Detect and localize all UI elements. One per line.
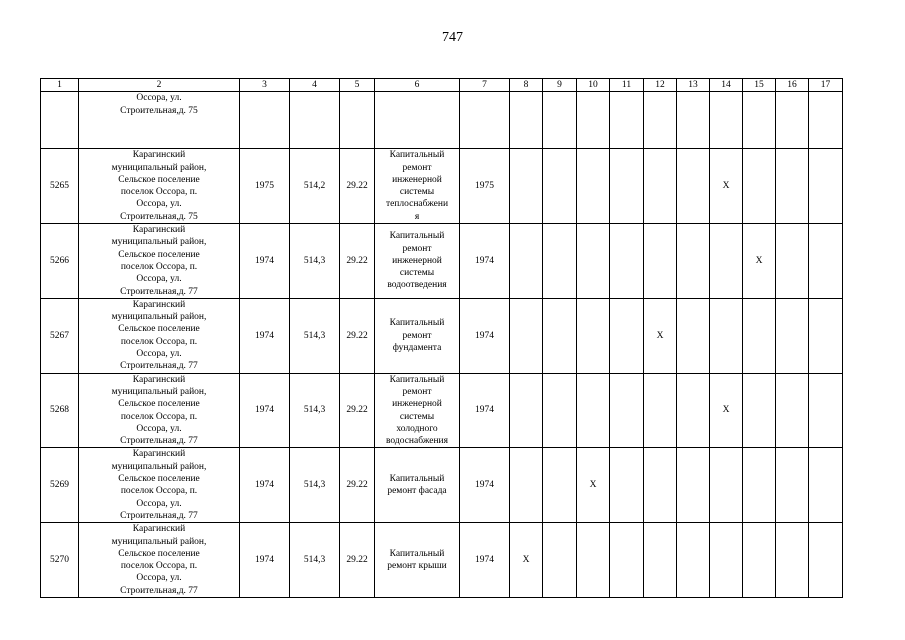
empty-cell — [543, 523, 577, 598]
empty-cell — [510, 298, 543, 373]
carry-cell — [41, 92, 79, 149]
work-line: ремонт — [402, 243, 432, 254]
empty-cell — [510, 373, 543, 448]
empty-cell — [644, 523, 677, 598]
empty-cell — [809, 224, 843, 299]
address-line: Оссора, ул. — [136, 573, 182, 584]
address-cell — [79, 298, 240, 373]
empty-cell — [710, 224, 743, 299]
column-header-10: 10 — [577, 79, 610, 92]
address-line: муниципальный район, — [111, 386, 207, 397]
empty-cell — [809, 298, 843, 373]
address-line: Оссора, ул. — [136, 349, 182, 360]
year-cell: 1974 — [240, 523, 290, 598]
empty-cell — [543, 149, 577, 224]
table-row — [41, 448, 843, 523]
work-cell — [375, 448, 460, 523]
address-cell — [79, 224, 240, 299]
empty-cell — [776, 448, 809, 523]
address-line: Карагинский — [132, 225, 186, 236]
carry-cell — [644, 92, 677, 149]
address-line: Строительная,д. 77 — [120, 361, 198, 372]
work-line: Капитальный — [389, 231, 445, 242]
empty-cell — [743, 149, 776, 224]
carry-cell — [460, 92, 510, 149]
address-line: поселок Оссора, п. — [120, 336, 198, 347]
empty-cell — [809, 149, 843, 224]
mark-cell: X — [577, 448, 610, 523]
empty-cell — [776, 149, 809, 224]
empty-cell — [610, 298, 644, 373]
address-cell — [79, 149, 240, 224]
address-line: Оссора, ул. — [136, 93, 182, 104]
column-header-7: 7 — [460, 79, 510, 92]
address-line: поселок Оссора, п. — [120, 561, 198, 572]
year-cell: 1975 — [240, 149, 290, 224]
column-header-3: 3 — [240, 79, 290, 92]
empty-cell — [577, 224, 610, 299]
address-line: поселок Оссора, п. — [120, 187, 198, 198]
address-line: Строительная,д. 77 — [120, 585, 198, 596]
work-line: водоснабжения — [385, 436, 449, 447]
plan-year-cell: 1974 — [460, 448, 510, 523]
column-header-2: 2 — [79, 79, 240, 92]
mark-cell: X — [510, 523, 543, 598]
column-header-13: 13 — [677, 79, 710, 92]
code-cell: 29.22 — [340, 373, 375, 448]
empty-cell — [610, 523, 644, 598]
carry-cell — [776, 92, 809, 149]
code-cell: 29.22 — [340, 523, 375, 598]
row-id-cell: 5265 — [41, 149, 79, 224]
carry-cell — [543, 92, 577, 149]
empty-cell — [677, 373, 710, 448]
column-header-1: 1 — [41, 79, 79, 92]
column-header-14: 14 — [710, 79, 743, 92]
carry-cell — [290, 92, 340, 149]
work-line: ремонт — [402, 386, 432, 397]
address-line: Сельское поселение — [118, 249, 200, 260]
code-cell: 29.22 — [340, 448, 375, 523]
carry-cell — [577, 92, 610, 149]
table-row — [41, 523, 843, 598]
address-line: муниципальный район, — [111, 461, 207, 472]
address-line: Карагинский — [132, 449, 186, 460]
work-cell — [375, 373, 460, 448]
work-line: системы — [399, 411, 435, 422]
work-line: водоотведения — [387, 280, 447, 291]
column-header-15: 15 — [743, 79, 776, 92]
mark-cell: X — [644, 298, 677, 373]
address-line: муниципальный район, — [111, 237, 207, 248]
mark-cell: X — [710, 149, 743, 224]
area-cell: 514,3 — [290, 373, 340, 448]
column-header-8: 8 — [510, 79, 543, 92]
empty-cell — [743, 298, 776, 373]
empty-cell — [577, 298, 610, 373]
empty-cell — [809, 373, 843, 448]
empty-cell — [677, 523, 710, 598]
address-line: поселок Оссора, п. — [120, 411, 198, 422]
work-line: Капитальный — [389, 374, 445, 385]
work-line: Капитальный — [389, 474, 445, 485]
empty-cell — [510, 149, 543, 224]
address-line: Строительная,д. 75 — [120, 105, 198, 116]
work-line: системы — [399, 268, 435, 279]
work-line: инженерной — [392, 255, 442, 266]
column-header-12: 12 — [644, 79, 677, 92]
empty-cell — [610, 448, 644, 523]
empty-cell — [809, 523, 843, 598]
address-cell — [79, 523, 240, 598]
year-cell: 1974 — [240, 448, 290, 523]
empty-cell — [710, 298, 743, 373]
address-line: поселок Оссора, п. — [120, 261, 198, 272]
work-line: системы — [399, 187, 435, 198]
year-cell: 1974 — [240, 224, 290, 299]
carry-cell — [510, 92, 543, 149]
empty-cell — [577, 523, 610, 598]
work-line: ремонт — [402, 162, 432, 173]
empty-cell — [543, 224, 577, 299]
work-line: Капитальный — [389, 548, 445, 559]
empty-cell — [809, 448, 843, 523]
empty-cell — [677, 224, 710, 299]
empty-cell — [710, 523, 743, 598]
empty-cell — [644, 373, 677, 448]
empty-cell — [577, 149, 610, 224]
address-line: Оссора, ул. — [136, 199, 182, 210]
empty-cell — [776, 373, 809, 448]
address-line: Сельское поселение — [118, 474, 200, 485]
carry-cell — [610, 92, 644, 149]
address-line: муниципальный район, — [111, 536, 207, 547]
table-row — [41, 298, 843, 373]
work-line: ремонт крыши — [387, 561, 447, 572]
empty-cell — [644, 224, 677, 299]
empty-cell — [710, 448, 743, 523]
row-id-cell: 5269 — [41, 448, 79, 523]
column-header-5: 5 — [340, 79, 375, 92]
carry-cell — [710, 92, 743, 149]
work-cell — [375, 224, 460, 299]
carry-address-cell — [79, 92, 240, 149]
empty-cell — [644, 448, 677, 523]
empty-cell — [743, 373, 776, 448]
address-line: поселок Оссора, п. — [120, 486, 198, 497]
address-line: Карагинский — [132, 299, 186, 310]
empty-cell — [743, 523, 776, 598]
address-line: Строительная,д. 77 — [120, 286, 198, 297]
column-header-6: 6 — [375, 79, 460, 92]
address-line: Сельское поселение — [118, 324, 200, 335]
year-cell: 1974 — [240, 298, 290, 373]
column-header-17: 17 — [809, 79, 843, 92]
address-line: Строительная,д. 75 — [120, 211, 198, 222]
column-header-9: 9 — [543, 79, 577, 92]
work-line: инженерной — [392, 174, 442, 185]
carry-cell — [743, 92, 776, 149]
row-id-cell: 5267 — [41, 298, 79, 373]
empty-cell — [776, 224, 809, 299]
mark-cell: X — [710, 373, 743, 448]
plan-year-cell: 1975 — [460, 149, 510, 224]
work-line: холодного — [396, 423, 438, 434]
work-cell — [375, 298, 460, 373]
empty-cell — [610, 373, 644, 448]
work-cell — [375, 523, 460, 598]
address-line: Сельское поселение — [118, 548, 200, 559]
address-line: муниципальный район, — [111, 162, 207, 173]
work-line: фундамента — [392, 342, 442, 353]
work-line: Капитальный — [389, 150, 445, 161]
empty-cell — [776, 298, 809, 373]
row-id-cell: 5266 — [41, 224, 79, 299]
column-header-4: 4 — [290, 79, 340, 92]
column-header-16: 16 — [776, 79, 809, 92]
empty-cell — [543, 298, 577, 373]
address-cell — [79, 448, 240, 523]
empty-cell — [776, 523, 809, 598]
address-line: Карагинский — [132, 150, 186, 161]
plan-year-cell: 1974 — [460, 298, 510, 373]
empty-cell — [610, 149, 644, 224]
plan-year-cell: 1974 — [460, 523, 510, 598]
row-id-cell: 5268 — [41, 373, 79, 448]
empty-cell — [543, 373, 577, 448]
address-line: Оссора, ул. — [136, 274, 182, 285]
empty-cell — [644, 149, 677, 224]
empty-cell — [677, 149, 710, 224]
address-line: Строительная,д. 77 — [120, 436, 198, 447]
address-line: Сельское поселение — [118, 399, 200, 410]
column-header-11: 11 — [610, 79, 644, 92]
address-cell — [79, 373, 240, 448]
area-cell: 514,3 — [290, 448, 340, 523]
carry-cell — [340, 92, 375, 149]
mark-cell: X — [743, 224, 776, 299]
plan-year-cell: 1974 — [460, 224, 510, 299]
table-row — [41, 149, 843, 224]
empty-cell — [677, 298, 710, 373]
carry-cell — [240, 92, 290, 149]
work-line: теплоснабжени — [385, 199, 449, 210]
carry-over-row — [41, 92, 843, 149]
work-cell — [375, 149, 460, 224]
code-cell: 29.22 — [340, 298, 375, 373]
address-line: Карагинский — [132, 374, 186, 385]
year-cell: 1974 — [240, 373, 290, 448]
column-number-row — [41, 79, 843, 92]
table-row — [41, 373, 843, 448]
table-row — [41, 224, 843, 299]
work-line: инженерной — [392, 399, 442, 410]
row-id-cell: 5270 — [41, 523, 79, 598]
empty-cell — [743, 448, 776, 523]
area-cell: 514,2 — [290, 149, 340, 224]
plan-year-cell: 1974 — [460, 373, 510, 448]
empty-cell — [510, 224, 543, 299]
work-line: ремонт — [402, 330, 432, 341]
work-line: Капитальный — [389, 318, 445, 329]
carry-cell — [809, 92, 843, 149]
address-line: Сельское поселение — [118, 174, 200, 185]
carry-cell — [677, 92, 710, 149]
empty-cell — [543, 448, 577, 523]
empty-cell — [510, 448, 543, 523]
empty-cell — [610, 224, 644, 299]
code-cell: 29.22 — [340, 149, 375, 224]
register-table — [40, 78, 843, 598]
address-line: муниципальный район, — [111, 312, 207, 323]
empty-cell — [677, 448, 710, 523]
address-line: Карагинский — [132, 524, 186, 535]
address-line: Строительная,д. 77 — [120, 510, 198, 521]
code-cell: 29.22 — [340, 224, 375, 299]
work-line: ремонт фасада — [387, 486, 447, 497]
carry-cell — [375, 92, 460, 149]
area-cell: 514,3 — [290, 224, 340, 299]
page-number: 747 — [442, 30, 463, 45]
address-line: Оссора, ул. — [136, 423, 182, 434]
area-cell: 514,3 — [290, 298, 340, 373]
address-line: Оссора, ул. — [136, 498, 182, 509]
area-cell: 514,3 — [290, 523, 340, 598]
work-line: я — [414, 211, 420, 222]
empty-cell — [577, 373, 610, 448]
